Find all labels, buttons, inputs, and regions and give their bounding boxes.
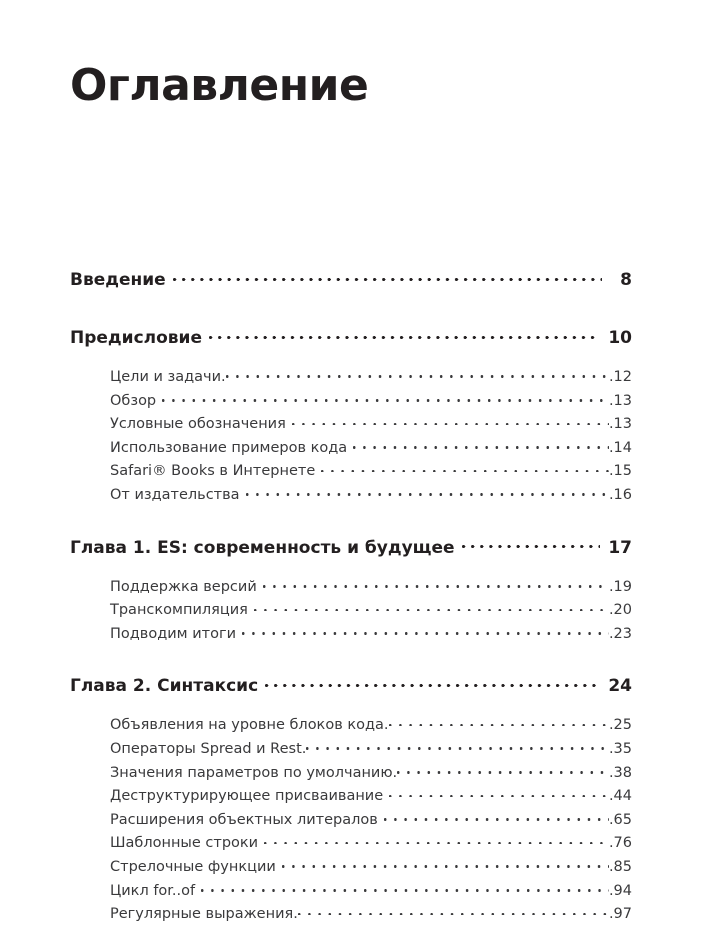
toc-entry-label: Введение xyxy=(70,270,166,290)
dot-leader xyxy=(292,413,609,428)
toc-entry[interactable] xyxy=(110,390,632,414)
toc-entry-page-number: .13 xyxy=(608,392,632,409)
toc-entry-page-number: .85 xyxy=(608,858,632,875)
toc-entry-label: Операторы Spread и Rest. xyxy=(110,740,307,757)
toc-entry-page-number: .25 xyxy=(608,717,632,734)
dot-leader xyxy=(462,536,601,553)
toc-entry[interactable] xyxy=(70,674,632,704)
toc-list xyxy=(70,268,632,927)
dot-leader xyxy=(353,437,609,452)
toc-entry-page-number: .12 xyxy=(608,369,632,385)
dot-leader xyxy=(226,366,609,381)
toc-entry[interactable] xyxy=(70,268,632,298)
dot-leader xyxy=(264,832,609,847)
toc-entry-label: Шаблонные строки xyxy=(110,835,259,852)
toc-entry-page-number: .13 xyxy=(608,416,632,433)
toc-entry-page-number: .20 xyxy=(608,602,632,619)
toc-entry-label: Глава 1. ES: современность и будущее xyxy=(70,537,455,558)
subsection-gap xyxy=(70,704,632,714)
toc-entry-page-number: .14 xyxy=(608,439,632,456)
toc-entry[interactable] xyxy=(110,856,632,880)
toc-entry-label: Поддержка версий xyxy=(110,578,257,595)
toc-entry-page-number: .38 xyxy=(608,764,632,781)
toc-entry[interactable] xyxy=(110,366,632,390)
toc-entry-label: Использование примеров кода xyxy=(110,439,348,456)
toc-entry-page-number: 17 xyxy=(608,537,632,558)
dot-leader xyxy=(263,576,609,591)
toc-entry-label: Safari® Books в Интернете xyxy=(110,463,316,480)
toc-entry[interactable] xyxy=(70,326,632,356)
toc-entry[interactable] xyxy=(110,599,632,623)
toc-entry-page-number: 24 xyxy=(608,676,632,697)
toc-entry-page-number: .35 xyxy=(608,740,632,757)
toc-entry-label: Глава 2. Синтаксис xyxy=(70,676,259,697)
toc-entry-label: Подводим итоги xyxy=(110,625,236,642)
dot-leader xyxy=(298,903,609,918)
dot-leader xyxy=(389,785,609,800)
toc-entry[interactable] xyxy=(110,437,632,461)
page-title: Оглавление xyxy=(70,60,369,111)
toc-entry-page-number: .15 xyxy=(608,463,632,480)
subsection-gap xyxy=(70,356,632,366)
toc-entry[interactable] xyxy=(110,484,632,508)
toc-entry[interactable] xyxy=(110,623,632,647)
toc-entry-label: От издательства xyxy=(110,486,240,503)
dot-leader xyxy=(384,809,609,824)
dot-leader xyxy=(209,326,600,343)
toc-entry[interactable] xyxy=(110,903,632,927)
toc-entry-label: Цели и задачи. xyxy=(110,369,226,385)
toc-entry-page-number: .16 xyxy=(608,486,632,503)
toc-entry-page-number: 10 xyxy=(608,328,632,348)
toc-entry-label: Предисловие xyxy=(70,328,202,348)
dot-leader xyxy=(306,738,609,753)
toc-entry-label: Обзор xyxy=(110,392,157,409)
dot-leader xyxy=(246,484,609,499)
section-gap xyxy=(70,298,632,326)
toc-entry[interactable] xyxy=(110,576,632,600)
toc-entry-page-number: .19 xyxy=(608,578,632,595)
toc-entry-page-number: .44 xyxy=(608,788,632,805)
subsection-gap xyxy=(70,566,632,576)
toc-entry[interactable] xyxy=(110,762,632,786)
toc-entry[interactable] xyxy=(110,809,632,833)
toc-entry-page-number: .76 xyxy=(608,835,632,852)
toc-entry-page-number: .94 xyxy=(608,882,632,899)
dot-leader xyxy=(397,762,609,777)
toc-entry-label: Значения параметров по умолчанию. xyxy=(110,764,398,781)
toc-entry[interactable] xyxy=(110,832,632,856)
toc-entry[interactable] xyxy=(70,536,632,566)
toc-entry[interactable] xyxy=(110,460,632,484)
section-gap xyxy=(70,646,632,674)
toc-entry[interactable] xyxy=(110,880,632,904)
toc-entry-page-number: 8 xyxy=(620,270,632,290)
toc-entry-page-number: .65 xyxy=(608,811,632,828)
toc-entry-label: Цикл for..of xyxy=(110,882,196,899)
dot-leader xyxy=(389,714,609,729)
dot-leader xyxy=(173,268,602,285)
dot-leader xyxy=(162,390,609,405)
toc-entry-label: Транскомпиляция xyxy=(110,602,248,619)
toc-entry-label: Объявления на уровне блоков кода. xyxy=(110,717,389,734)
toc-entry[interactable] xyxy=(110,714,632,738)
dot-leader xyxy=(254,599,609,614)
dot-leader xyxy=(265,674,600,691)
dot-leader xyxy=(242,623,609,638)
dot-leader xyxy=(201,880,609,895)
toc-entry[interactable] xyxy=(110,413,632,437)
toc-entry-label: Деструктурирующее присваивание xyxy=(110,788,384,805)
toc-entry-label: Стрелочные функции xyxy=(110,858,276,875)
toc-entry-page-number: .23 xyxy=(608,625,632,642)
toc-entry-label: Расширения объектных литералов xyxy=(110,811,378,828)
dot-leader xyxy=(282,856,609,871)
toc-entry[interactable] xyxy=(110,738,632,762)
toc-entry-label: Условные обозначения xyxy=(110,416,286,433)
toc-entry[interactable] xyxy=(110,785,632,809)
toc-entry-label: Регулярные выражения. xyxy=(110,906,298,923)
toc-entry-page-number: .97 xyxy=(608,906,632,923)
dot-leader xyxy=(321,460,609,475)
section-gap xyxy=(70,508,632,536)
